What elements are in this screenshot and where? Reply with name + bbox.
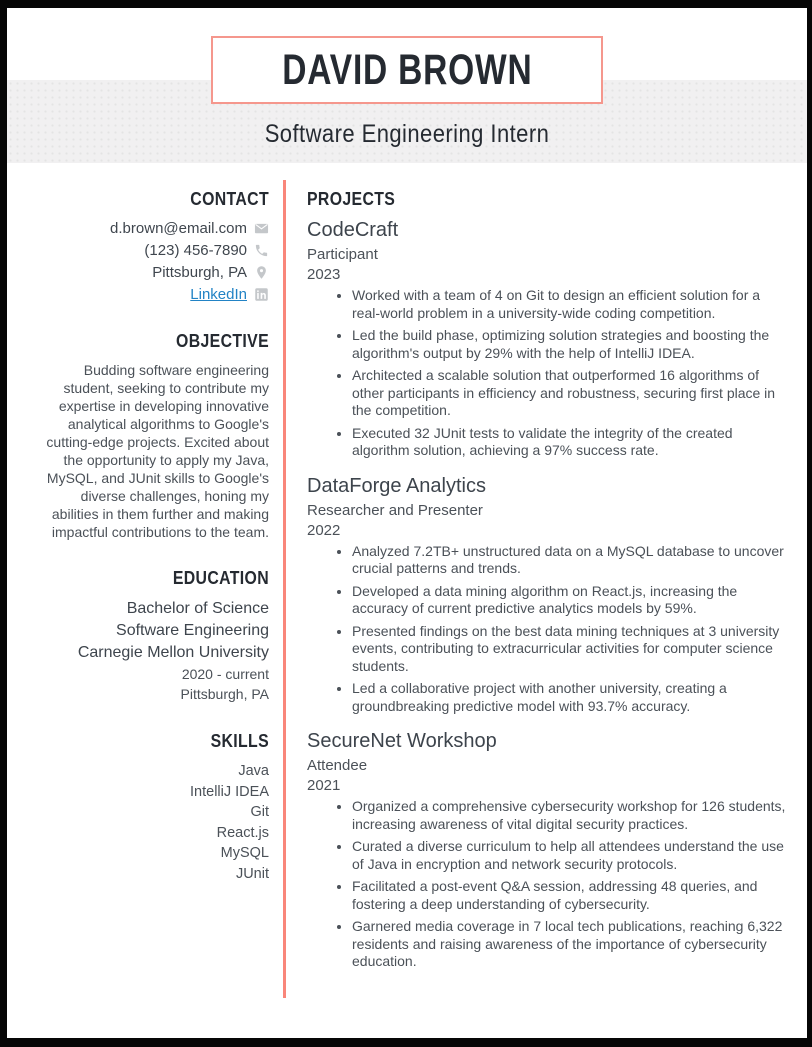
- education-dates: 2020 - current: [181, 666, 269, 682]
- project-year: 2022: [307, 521, 341, 539]
- person-name: DAVID BROWN: [281, 45, 533, 94]
- project-entry: [307, 218, 789, 460]
- bullet-item: • Executed 32 JUnit tests to validate the integrity of the created algorithm solution, achieving a 97% success rate.: [352, 425, 789, 460]
- bullet-item: • Worked with a team of 4 on Git to design an efficient solution for a real-world problem in a university-wide coding competition.: [352, 287, 789, 322]
- project-title: SecureNet Workshop: [307, 730, 497, 752]
- contact-item: [33, 263, 269, 282]
- project-title: CodeCraft: [307, 219, 399, 241]
- contact-label: (123) 456-7890: [144, 242, 247, 259]
- project-year: 2021: [307, 777, 341, 794]
- contact-item: [33, 285, 269, 304]
- project-year: 2023: [307, 266, 341, 283]
- bullet-item: • Architected a scalable solution that outperformed 16 algorithms of other participants in efficiency and robustness, securing first place in the competition.: [352, 367, 789, 420]
- project-bullets: [307, 287, 789, 460]
- phone-icon: [254, 243, 269, 258]
- bullet-item: • Developed a data mining algorithm on React.js, increasing the accuracy of current predictive analytics models by 59%.: [352, 583, 789, 618]
- project-entry: [307, 474, 789, 716]
- bullet-item: • Analyzed 7.2TB+ unstructured data on a MySQL database to uncover crucial patterns and trends.: [352, 543, 789, 578]
- skill-item: MySQL: [220, 845, 269, 861]
- job-title: Software Engineering Intern: [264, 120, 550, 148]
- skills-heading: SKILLS: [210, 731, 269, 751]
- contact-label: d.brown@email.com: [110, 220, 247, 237]
- project-title: DataForge Analytics: [307, 474, 486, 497]
- objective-text: Budding software engineering student, seeking to contribute my expertise in developing innovative analytical algorithms to Google's cutting-edge projects. Excited about the opportunity to apply my Java, MySQL, and JUnit skills to Google's diverse challenges, honing my abilities in them further and making impactful contributions to the team.: [46, 362, 269, 540]
- education-heading: EDUCATION: [172, 568, 269, 588]
- resume-header: [7, 8, 807, 163]
- bullet-item: • Led the build phase, optimizing solution strategies and boosting the algorithm's output by 29% with the help of IntelliJ IDEA.: [352, 327, 789, 362]
- projects-list: [307, 218, 789, 971]
- education-degree: Bachelor of Science: [126, 600, 269, 617]
- skill-item: JUnit: [235, 865, 269, 882]
- skill-item: Java: [238, 763, 269, 779]
- bullet-item: • Presented findings on the best data mining techniques at 3 university events, contributing to extracurricular activities for computer science students.: [352, 623, 789, 676]
- education-school: Carnegie Mellon University: [77, 644, 269, 661]
- skills-list: [33, 761, 269, 884]
- contact-item: [33, 241, 269, 260]
- bullet-item: • Garnered media coverage in 7 local tech publications, reaching 6,322 residents and raising awareness of the importance of cybersecurity education.: [352, 918, 789, 971]
- bullet-item: • Led a collaborative project with another university, creating a groundbreaking predictive model with 93.7% accuracy.: [352, 680, 789, 715]
- resume-page: [7, 8, 807, 1038]
- skills-section: [33, 730, 269, 884]
- contact-item: [33, 219, 269, 238]
- education-field: Software Engineering: [116, 622, 269, 639]
- bullet-item: • Facilitated a post-event Q&A session, addressing 48 queries, and fostering a deep understanding of cybersecurity.: [352, 878, 789, 913]
- column-divider: [283, 180, 286, 998]
- objective-section: [33, 330, 269, 541]
- resume-body: [7, 163, 807, 1038]
- bullet-item: • Organized a comprehensive cybersecurity workshop for 126 students, increasing awareness of vital digital security practices.: [352, 798, 789, 833]
- name-box: [211, 36, 603, 104]
- contact-heading: CONTACT: [190, 189, 269, 209]
- location-pin-icon: [254, 265, 269, 280]
- main-column: [307, 163, 789, 985]
- project-role: Attendee: [307, 757, 368, 774]
- project-role: Participant: [307, 246, 378, 263]
- project-bullets: [307, 798, 789, 971]
- sidebar: [7, 163, 269, 884]
- linkedin-icon: [254, 287, 269, 302]
- education-location: Pittsburgh, PA: [180, 686, 269, 702]
- education-section: [33, 567, 269, 704]
- projects-heading: PROJECTS: [307, 189, 396, 209]
- bullet-item: • Curated a diverse curriculum to help all attendees understand the use of Java in encryption and network security protocols.: [352, 838, 789, 873]
- contact-label: Pittsburgh, PA: [152, 264, 247, 281]
- linkedin-link[interactable]: LinkedIn: [190, 286, 247, 303]
- contact-list: [33, 219, 269, 304]
- project-bullets: [307, 543, 789, 716]
- skill-item: IntelliJ IDEA: [190, 783, 269, 800]
- skill-item: Git: [250, 804, 269, 820]
- objective-heading: OBJECTIVE: [176, 331, 269, 351]
- project-entry: [307, 729, 789, 971]
- envelope-icon: [254, 221, 269, 236]
- skill-item: React.js: [216, 824, 269, 841]
- contact-section: [33, 188, 269, 304]
- project-role: Researcher and Presenter: [307, 501, 483, 519]
